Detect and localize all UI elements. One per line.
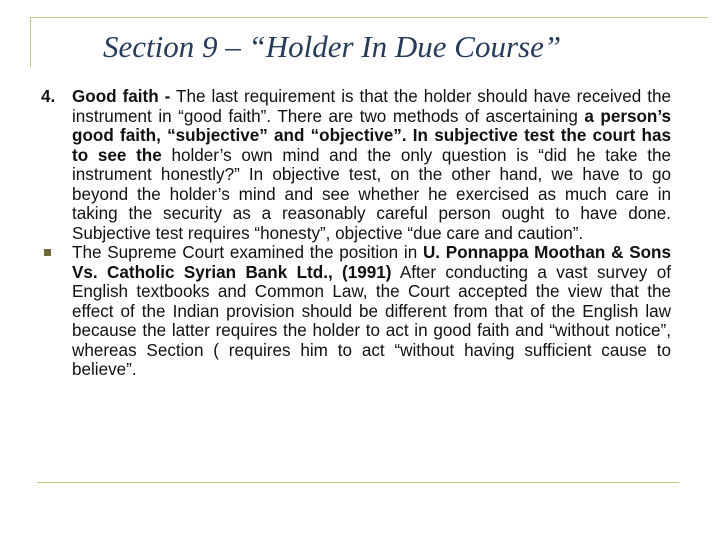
bullet-1-text-a: The Supreme Court examined the position in bbox=[72, 243, 418, 262]
bullet-1-text-b: After conducting a vast survey of English textbooks and Common Law, the Court accepted the view that the effect of the Indian provision should be different from that of the English law because the latter requires the holder to act in good faith and “without notice”, whereas Section ( requires him to act “without having sufficient cause to believe”. bbox=[72, 262, 671, 379]
slide-title: Section 9 – “Holder In Due Course” bbox=[103, 29, 562, 64]
item-4-lead: Good faith - bbox=[72, 87, 171, 106]
slide-body bbox=[41, 87, 671, 380]
item-4-text-a: The last requirement is that the holder should have received the instrument in “good faith”. There are two methods of ascertaining bbox=[72, 87, 671, 126]
frame-bottom-line bbox=[37, 482, 679, 483]
bullet-1-case-name: U. Ponnappa Moothan & Sons Vs. Catholic Syrian Bank Ltd., (1991) bbox=[72, 243, 671, 282]
item-4-paragraph bbox=[41, 87, 671, 243]
frame-left-line bbox=[30, 17, 31, 67]
square-bullet-icon bbox=[44, 249, 51, 256]
item-4-number: 4. bbox=[41, 87, 56, 106]
item-4-bold-a: a person’s good faith, “subjective” and “objective”. In subjective test the court has to see the bbox=[72, 106, 671, 165]
bullet-1-paragraph bbox=[41, 243, 671, 380]
item-4-text-b: holder’s own mind and the only question is “did he take the instrument honestly?” In objective test, on the other hand, we have to go beyond the holder’s mind and see whether he exercised as much care in taking the security as a reasonably careful person ought to have done. Subjective test requires “honesty”, objective “due care and caution”. bbox=[72, 145, 672, 243]
frame-top-line bbox=[30, 17, 708, 18]
